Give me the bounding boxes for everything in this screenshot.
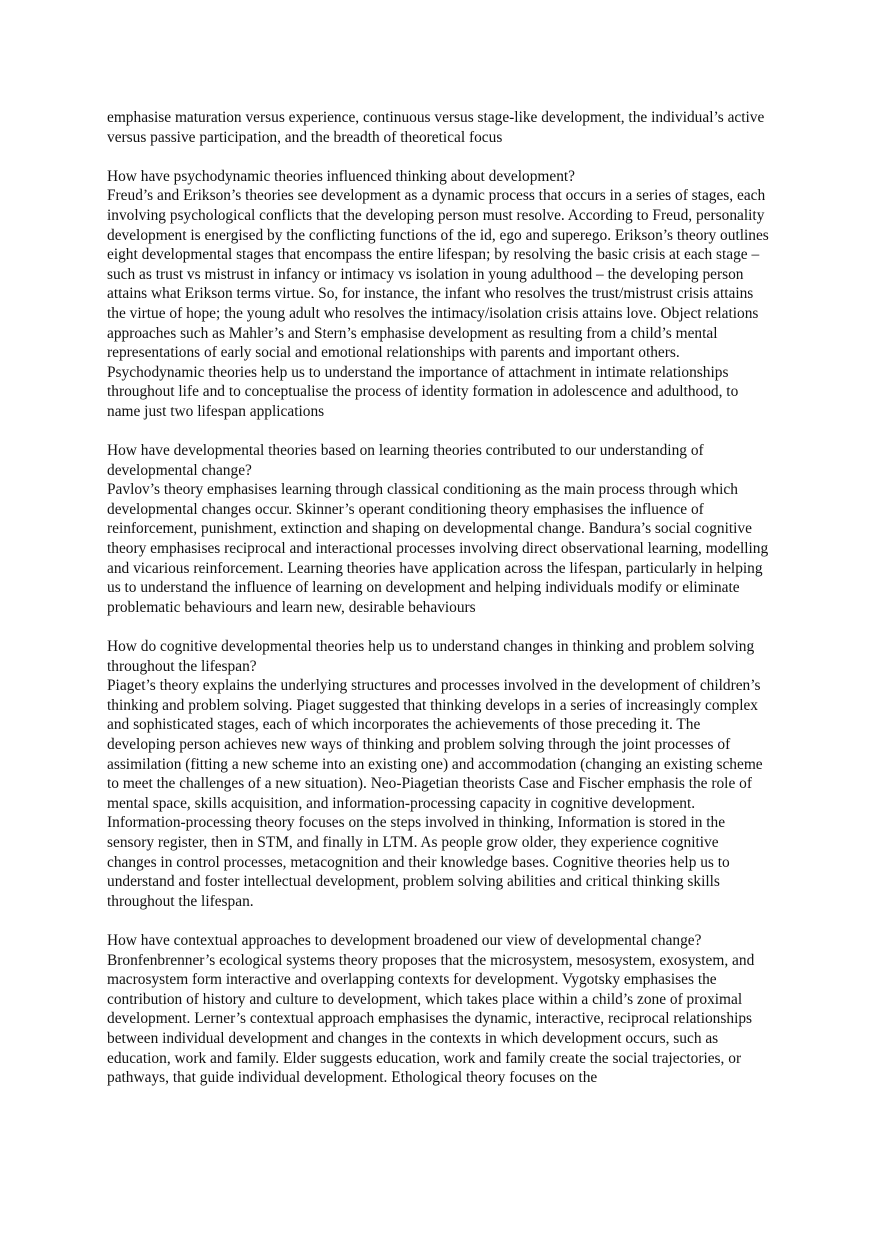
paragraph-learning-theories [107, 441, 769, 617]
paragraph-contextual-approaches [107, 931, 769, 1088]
paragraph-continuation [107, 108, 769, 147]
answer-text: Piaget’s theory explains the underlying structures and processes involved in the development of children’s thinking and problem solving. Piaget suggested that thinking develops in a series of increasingly complex and sophisticated stages, each of which incorporates the achievements of those preceding it. The developing person achieves new ways of thinking and problem solving through the joint processes of assimilation (fitting a new scheme into an existing one) and accommodation (changing an existing scheme to meet the challenges of a new situation). Neo-Piagetian theorists Case and Fischer emphasis the role of mental space, skills acquisition, and information-processing capacity in cognitive development. Information-processing theory focuses on the steps involved in thinking, Information is stored in the sensory register, then in STM, and finally in LTM. As people grow older, they experience cognitive changes in control processes, metacognition and their knowledge bases. Cognitive theories help us to understand and foster intellectual development, problem solving abilities and critical thinking skills throughout the lifespan. [107, 677, 763, 910]
paragraph-psychodynamic [107, 167, 769, 422]
answer-text: Bronfenbrenner’s ecological systems theory proposes that the microsystem, mesosystem, exosystem, and macrosystem form interactive and overlapping contexts for development. Vygotsky emphasises the contribution of history and culture to development, which takes place within a child’s zone of proximal development. Lerner’s contextual approach emphasises the dynamic, interactive, reciprocal relationships between individual development and changes in the contexts in which development occurs, such as education, work and family. Elder suggests education, work and family create the social trajectories, or pathways, that guide individual development. Ethological theory focuses on the [107, 951, 755, 1087]
paragraph-cognitive-theories [107, 637, 769, 911]
question-heading: How have contextual approaches to development broadened our view of developmental change? [107, 931, 702, 949]
document-page [107, 108, 769, 1107]
answer-text: Pavlov’s theory emphasises learning through classical conditioning as the main process through which developmental changes occur. Skinner’s operant conditioning theory emphasises the influence of reinforcement, punishment, extinction and shaping on developmental change. Bandura’s social cognitive theory emphasises reciprocal and interactional processes involving direct observational learning, modelling and vicarious reinforcement. Learning theories have application across the lifespan, particularly in helping us to understand the influence of learning on development and helping individuals modify or eliminate problematic behaviours and learn new, desirable behaviours [107, 481, 769, 616]
paragraph-text: emphasise maturation versus experience, continuous versus stage-like development, the individual’s active versus passive participation, and the breadth of theoretical focus [107, 109, 765, 146]
question-heading: How do cognitive developmental theories help us to understand changes in thinking and problem solving throughout the lifespan? [107, 638, 755, 675]
question-heading: How have psychodynamic theories influenced thinking about development? [107, 167, 576, 185]
answer-text: Freud’s and Erikson’s theories see development as a dynamic process that occurs in a series of stages, each involving psychological conflicts that the developing person must resolve. According to Freud, personality development is energised by the conflicting functions of the id, ego and superego. Erikson’s theory outlines eight developmental stages that encompass the entire lifespan; by resolving the basic crisis at each stage – such as trust vs mistrust in infancy or intimacy vs isolation in young adulthood – the developing person attains what Erikson terms virtue. So, for instance, the infant who resolves the trust/mistrust crisis attains the virtue of hope; the young adult who resolves the intimacy/isolation crisis attains love. Object relations approaches such as Mahler’s and Stern’s emphasise development as resulting from a child’s mental representations of early social and emotional relationships with parents and important others. Psychodynamic theories help us to understand the importance of attachment in intimate relationships throughout life and to conceptualise the process of identity formation in adolescence and adulthood, to name just two lifespan applications [107, 187, 769, 420]
question-heading: How have developmental theories based on learning theories contributed to our understanding of developmental change? [107, 442, 704, 479]
